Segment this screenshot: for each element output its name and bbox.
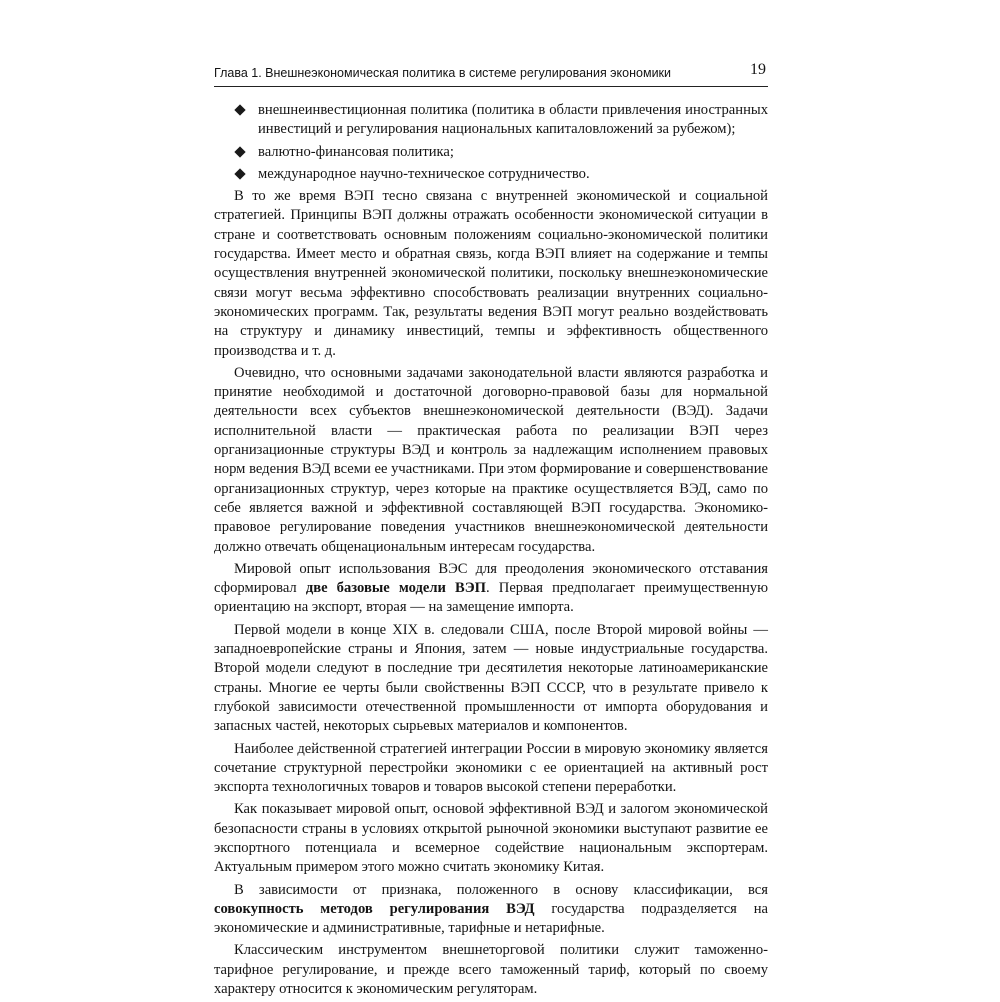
list-item-text: валютно-финансовая политика; [258,143,454,160]
paragraph-text: Мировой опыт использования ВЭС для преодоления экономического отставания сформировал [214,560,768,597]
paragraph-text: государства подразделяется на экономические и административные, тарифные и нетарифные. [214,900,768,937]
list-item [214,101,768,140]
paragraph: Первой модели в конце XIX в. следовали США, после Второй мировой войны — западноевропейские страны и Япония, затем — новые индустриальные государства. Второй модели следуют в последние три десятилетия некоторые латиноамериканские страны. Многие ее черты были свойственны ВЭП СССР, что в результате привело к глубокой зависимости отечественной промышленности от импорта оборудования и запасных частей, некоторых сырьевых материалов и компонентов. [214,621,768,735]
paragraph-text: . Первая предполагает преимущественную ориентацию на экспорт, вторая — на замещение импорта. [214,580,768,616]
paragraph [214,881,768,939]
paragraph: В то же время ВЭП тесно связана с внутренней экономической и социальной стратегией. Принципы ВЭП должны отражать особенности экономической ситуации в стране и соответствовать основным положениям социально-экономической политики государства. Имеет место и обратная связь, когда ВЭП влияет на содержание и темпы осуществления внутренней экономической политики, поскольку внешнеэкономические связи могут весьма эффективно способствовать реализации внутренних социально-экономических программ. Так, результаты ведения ВЭП могут реально воздействовать на структуру и динамику инвестиций, темпы и эффективность общественного производства и т. д. [214,188,768,359]
paragraph: Классическим инструментом внешнеторговой политики служит таможенно-тарифное регулирование, и прежде всего таможенный тариф, который по своему характеру относится к экономическим регуляторам. [214,942,768,998]
page-number: 19 [750,61,766,78]
diamond-bullet-icon [234,104,245,115]
page-body [214,101,768,1002]
list-item [214,143,768,162]
bold-term: две базовые модели ВЭП [305,580,487,597]
paragraph: Наиболее действенной стратегией интеграции России в мировую экономику является сочетание структурной перестройки экономики с ее ориентацией на активный рост экспорта технологичных товаров и товаров высокой степени переработки. [214,740,768,796]
paragraph: Как показывает мировой опыт, основой эффективной ВЭД и залогом экономической безопасности страны в условиях открытой рыночной экономики выступают развитие ее экспортного потенциала и всемерное содействие национальным экспортерам. Актуальным примером этого можно считать экономику Китая. [214,801,768,876]
list-item-text: международное научно-техническое сотрудничество. [258,165,590,182]
bold-term: совокупность методов регулирования ВЭД [214,900,535,917]
diamond-bullet-icon [234,168,245,179]
diamond-bullet-icon [234,146,245,157]
chapter-title: Глава 1. Внешнеэкономическая политика в системе регулирования экономики [214,66,672,80]
paragraph-text: В зависимости от признака, положенного в основу классификации, вся [234,881,768,898]
list-item-text: внешнеинвестиционная политика (политика в области привлечения иностранных инвестиций и регулирования национальных капиталовложений за рубежом); [258,102,768,138]
paragraph [214,560,768,618]
running-header [214,60,768,87]
list-item [214,165,768,184]
paragraph: Очевидно, что основными задачами законодательной власти являются разработка и принятие необходимой и достаточной договорно-правовой базы для нормальной деятельности всех субъектов внешнеэкономической деятельности (ВЭД). Задачи исполнительной власти — практическая работа по реализации ВЭП через организационные структуры ВЭД и контроль за надлежащим исполнением правовых норм ведения ВЭД всеми ее участниками. При этом формирование и совершенствование организационных структур, через которые на практике осуществляется ВЭД, само по себе является важной и эффективной составляющей ВЭП государства. Экономико-правовое регулирование поведения участников внешнеэкономической деятельности должно отвечать общенациональным интересам государства. [214,364,768,555]
bullet-list [214,101,768,184]
